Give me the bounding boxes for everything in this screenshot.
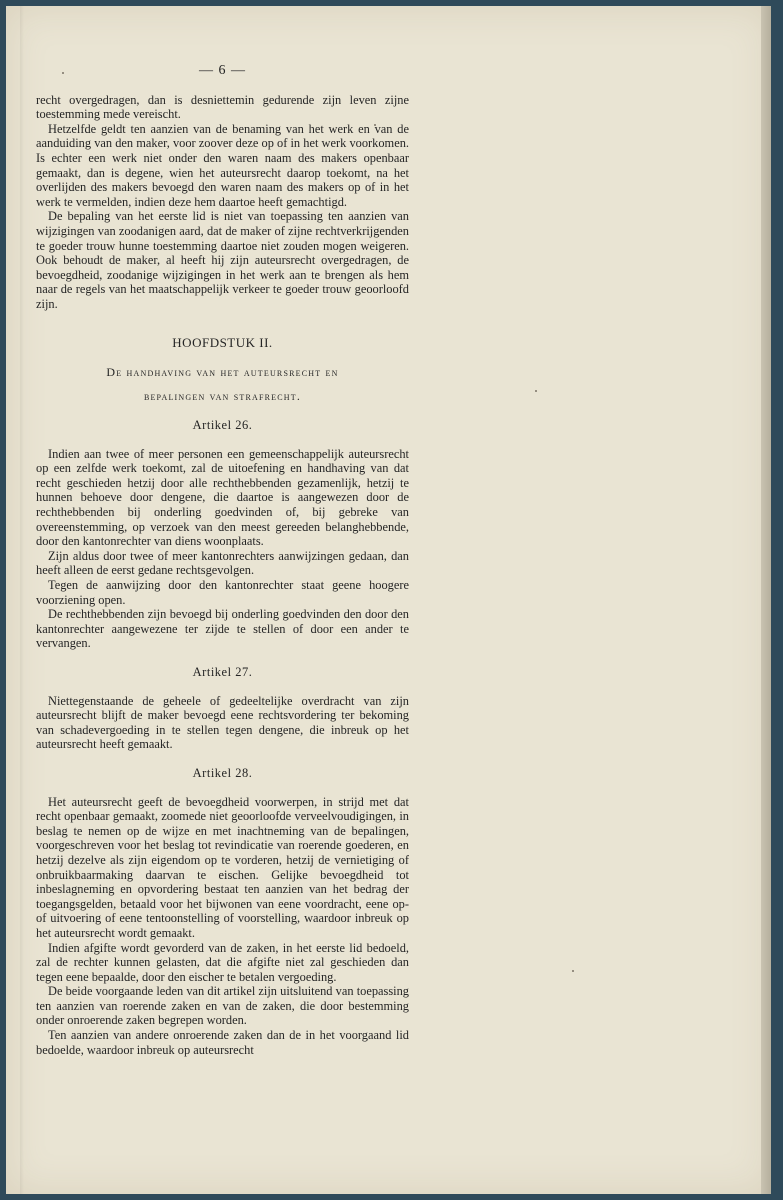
paragraph: De bepaling van het eerste lid is niet van toepassing ten aanzien van wijzigingen van zoodanigen aard, dat de maker of zijne rechtverkrijgenden te goeder trouw hunne toestemming daartoe niet zouden mogen weigeren. Ook behoudt de maker, al heeft hij zijn auteursrecht overgedragen, de bevoegdheid, zoodanige wijzigingen in het werk aan te brengen als hem naar de regels van het maatschappelijk verkeer te goeder trouw geoorloofd zijn. [36,209,409,311]
paragraph: Indien afgifte wordt gevorderd van de zaken, in het eerste lid bedoeld, zal de rechter kunnen gelasten, dat die afgifte niet zal geschieden dan tegen eene bepaalde, door den eischer te betalen vergoeding. [36,940,409,984]
paragraph: Indien aan twee of meer personen een gemeenschappelijk auteursrecht op een zelfde werk toekomt, zal de uitoefening en handhaving van dat recht geschieden hetzij door alle rechthebbenden gezamenlijk, hetzij te hunnen behoeve door dengene, die daartoe is aangewezen door de rechthebbenden bij onderling goedvinden of, bij gebreke van overeenstemming, op verzoek van den meest gereeden belanghebbende, door den kantonrechter van diens woonplaats. [36,446,409,549]
text-column [36,64,409,1057]
chapter-subtitle-line-2: bepalingen van strafrecht. [143,389,302,404]
paragraph: De rechthebbenden zijn bevoegd bij onderling goedvinden den door den kantonrechter aangewezene ter zijde te stellen of door een ander te vervangen. [36,607,409,651]
paragraph: Niettegenstaande de geheele of gedeeltelijke overdracht van zijn auteursrecht blijft de maker bevoegd eene rechtsvordering ter bekoming van schadevergoeding in te stellen tegen dengene, die inbreuk op het auteursrecht heeft gemaakt. [36,693,409,752]
article-heading: Artikel 26. [192,418,253,433]
paragraph: Tegen de aanwijzing door den kantonrechter staat geene hoogere voorziening open. [36,578,409,607]
paragraph: recht overgedragen, dan is desniettemin gedurende zijn leven zijne toestemming mede vereischt. [36,92,409,122]
page-number: — 6 — [199,63,246,78]
article-heading: Artikel 28. [192,765,253,780]
paragraph: Zijn aldus door twee of meer kantonrechters aanwijzingen gedaan, dan heeft alleen de eerst gedane rechtsgevolgen. [36,548,409,578]
page-edge [761,6,771,1194]
article-heading: Artikel 27. [192,665,253,679]
paper-speck [572,970,574,972]
document-page [6,6,771,1194]
paragraph: Het auteursrecht geeft de bevoegdheid voorwerpen, in strijd met dat recht openbaar gemaakt, zoomede niet geoorloofde verveelvoudigingen, in beslag te nemen op de wijze en met inachtneming van de bepalingen, voorgeschreven voor het beslag tot revindicatie van roerende goederen, en hetzij dezelve als zijn eigendom op te vorderen, hetzij de vernietiging of onbruikbaarmaking daarvan te eischen. Gelijke bevoegdheid tot inbeslagneming en opvordering bestaat ten aanzien van het bedrag der toegangsgelden, betaald voor het bijwonen van eene voordracht, eene op- of uitvoering of eene tentoonstelling of voorstelling, waardoor inbreuk op het auteursrecht wordt gemaakt. [36,794,409,940]
chapter-heading: HOOFDSTUK II. [172,334,273,350]
paper-speck [535,390,537,392]
paragraph: De beide voorgaande leden van dit artikel zijn uitsluitend van toepassing ten aanzien van roerende zaken en van de zaken, die door bestemming onder onroerende zaken begrepen worden. [36,984,409,1028]
chapter-subtitle-line-1: De handhaving van het auteursrecht en [106,365,339,380]
paragraph: Hetzelfde geldt ten aanzien van de benaming van het werk en van de aanduiding van den maker, voor zoover deze op of in het werk voorkomen. Is echter een werk niet onder den waren naam des makers openbaar gemaakt, dan is degene, wien het auteursrecht daarop toekomt, na het overlijden des makers bevoegd den waren naam des makers op of in het werk te vermelden, indien deze hem daartoe heeft gemachtigd. [36,121,409,209]
paragraph: Ten aanzien van andere onroerende zaken dan de in het voorgaand lid bedoelde, waardoor inbreuk op auteursrecht [36,1028,409,1057]
